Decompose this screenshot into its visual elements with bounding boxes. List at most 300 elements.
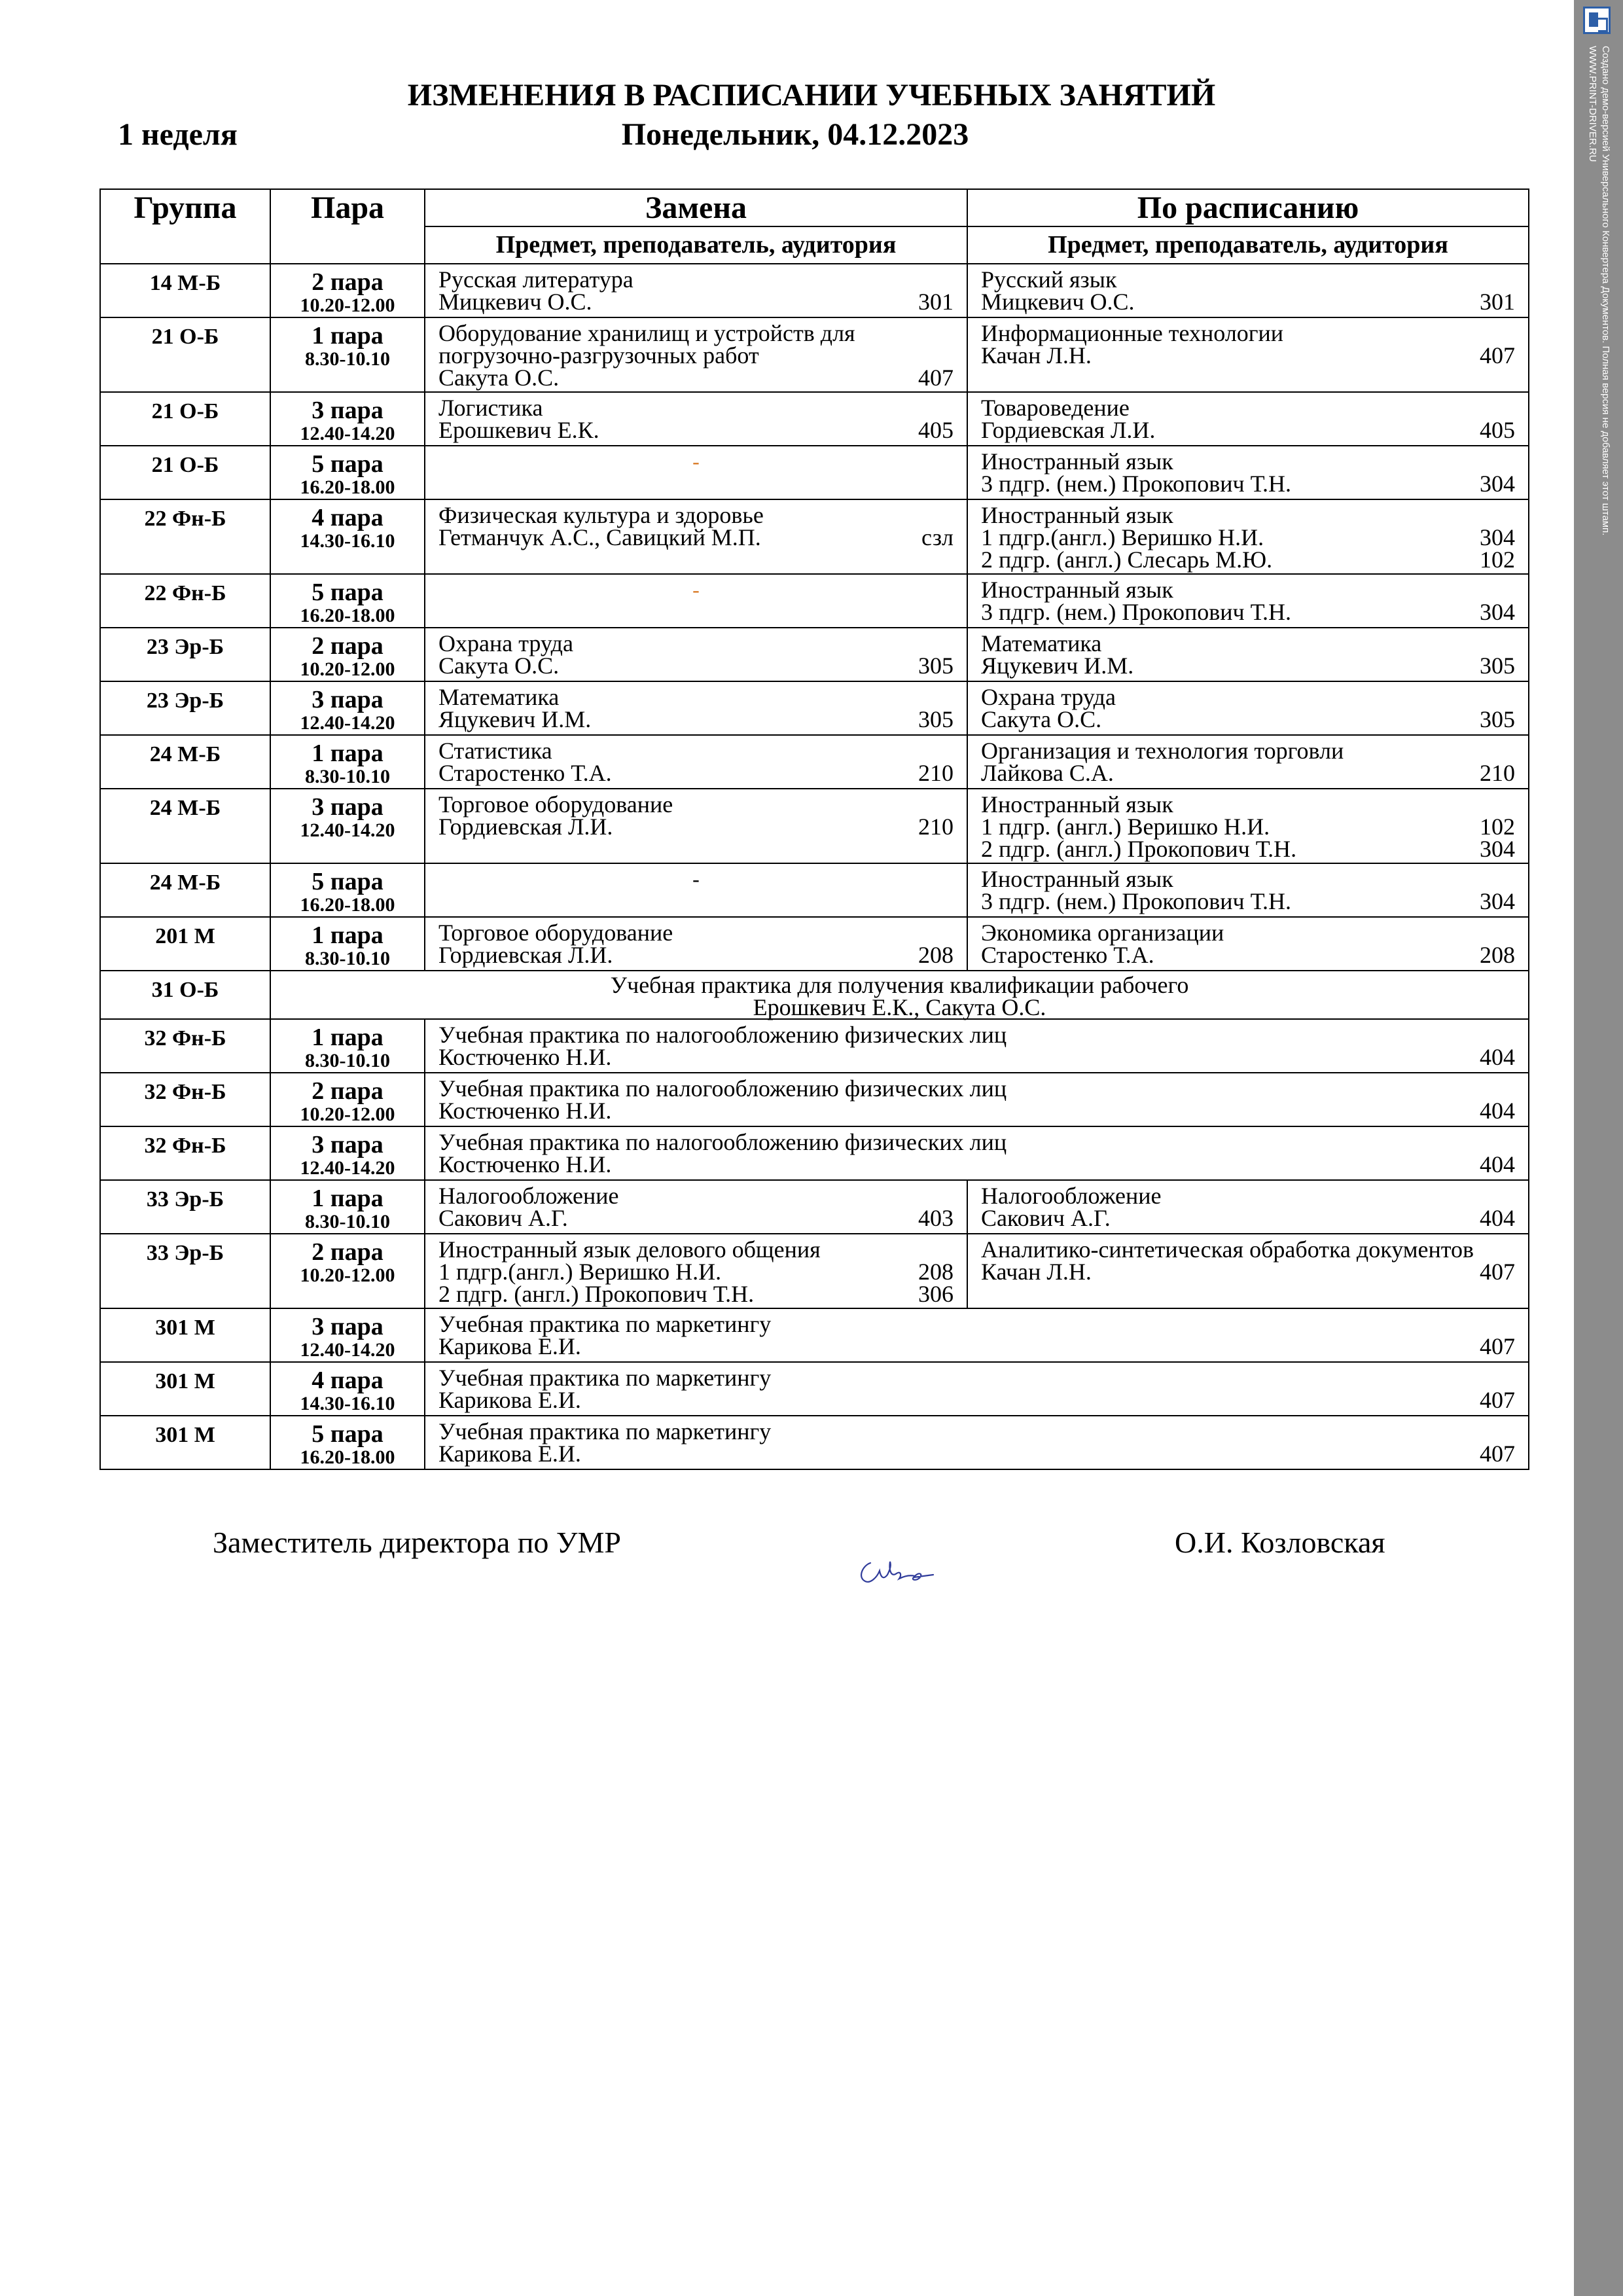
room-number: 305 [918, 653, 954, 679]
para-time: 12.40-14.20 [300, 1339, 395, 1361]
cell-line [981, 397, 1515, 419]
cell-line [438, 1131, 1515, 1153]
cell-line [438, 1077, 1515, 1100]
cell-line [438, 1153, 1515, 1175]
room-number: 304 [1480, 888, 1515, 914]
room-number [940, 740, 954, 762]
room-number: 407 [1480, 1387, 1515, 1413]
cell-line [438, 922, 954, 944]
cell-text: Сакович А.Г. [981, 1205, 1111, 1231]
room-number [940, 793, 954, 816]
room-number [940, 397, 954, 419]
room-number [1502, 268, 1515, 291]
cell-line [981, 268, 1515, 291]
room-number: 102 [1480, 814, 1515, 840]
para-number: 4 пара [312, 1367, 383, 1394]
cell-text: Ерошкевич Е.К. [438, 417, 599, 443]
para-cell [270, 1416, 425, 1469]
scheduled-cell [967, 1180, 1529, 1234]
group-cell: 24 М-Б [100, 863, 270, 917]
cell-line [438, 655, 954, 677]
para-time: 8.30-10.10 [305, 348, 390, 370]
cell-text: Русская литература [438, 266, 633, 293]
cell-text: 1 пдгр.(англ.) Веришко Н.И. [438, 1259, 722, 1285]
group-cell: 23 Эр-Б [100, 628, 270, 681]
para-number: 1 пара [312, 740, 383, 767]
para-time: 14.30-16.10 [300, 1393, 395, 1414]
practice-cell [425, 1019, 1529, 1073]
group-cell: 23 Эр-Б [100, 681, 270, 735]
para-cell [270, 446, 425, 499]
cell-text: Лайкова С.А. [981, 760, 1114, 786]
cell-text: Сакович А.Г. [438, 1205, 568, 1231]
practice-cell [425, 1416, 1529, 1469]
table-row [100, 681, 1529, 735]
scheduled-cell [967, 628, 1529, 681]
para-cell [270, 317, 425, 392]
replacement-cell [425, 1180, 967, 1234]
para-cell [270, 863, 425, 917]
cell-line [981, 473, 1515, 495]
para-number: 2 пара [312, 268, 383, 296]
room-number: 305 [1480, 706, 1515, 732]
room-number: 405 [918, 417, 954, 443]
para-cell [270, 392, 425, 446]
cell-line [438, 1389, 1515, 1411]
cell-text: Математика [981, 630, 1102, 656]
cell-text: Костюченко Н.И. [438, 1098, 612, 1124]
cell-line [438, 367, 954, 389]
room-number: 305 [1480, 653, 1515, 679]
cell-line [438, 268, 954, 291]
cell-text: Товароведение [981, 395, 1130, 421]
scheduled-cell [967, 681, 1529, 735]
practice-cell [425, 1362, 1529, 1416]
cell-text: Костюченко Н.И. [438, 1151, 612, 1177]
group-cell: 32 Фн-Б [100, 1019, 270, 1073]
table-row [100, 574, 1529, 628]
cell-text: Мицкевич О.С. [981, 289, 1135, 315]
para-number: 3 пара [312, 397, 383, 424]
scheduled-cell [967, 1234, 1529, 1308]
room-number [1502, 793, 1515, 816]
group-cell: 24 М-Б [100, 735, 270, 789]
room-number [1502, 579, 1515, 601]
converter-stamp-sidebar [1574, 0, 1623, 2296]
cell-text: Гордиевская Л.И. [438, 814, 613, 840]
table-row [100, 917, 1529, 971]
para-cell [270, 681, 425, 735]
cell-text: Торговое оборудование [438, 920, 673, 946]
page-title: ИЗМЕНЕНИЯ В РАСПИСАНИИ УЧЕБНЫХ ЗАНЯТИЙ [407, 78, 1216, 113]
room-number [1502, 1185, 1515, 1207]
cell-text: Оборудование хранилищ и устройств для [438, 320, 855, 346]
group-cell: 21 О-Б [100, 446, 270, 499]
cell-line [438, 526, 954, 548]
cell-text: Иностранный язык [981, 866, 1173, 892]
para-time: 16.20-18.00 [300, 1446, 395, 1468]
group-cell: 301 М [100, 1416, 270, 1469]
room-number [1502, 1238, 1515, 1261]
cell-line [981, 793, 1515, 816]
cell-line [981, 922, 1515, 944]
group-cell: 201 М [100, 917, 270, 971]
para-cell [270, 789, 425, 863]
scheduled-cell [967, 446, 1529, 499]
para-time: 8.30-10.10 [305, 948, 390, 969]
group-cell: 21 О-Б [100, 317, 270, 392]
cell-line [981, 291, 1515, 313]
cell-line [981, 344, 1515, 367]
room-number: 407 [1480, 342, 1515, 368]
para-time: 12.40-14.20 [300, 1157, 395, 1179]
cell-line [981, 838, 1515, 860]
scheduled-cell [967, 789, 1529, 863]
para-number: 3 пара [312, 1131, 383, 1158]
cell-text: Гордиевская Л.И. [981, 417, 1156, 443]
cell-text: Иностранный язык [981, 448, 1173, 475]
cell-text: Налогообложение [438, 1183, 619, 1209]
converter-logo-icon [1583, 7, 1611, 34]
room-number: 304 [1480, 599, 1515, 625]
signatory-name: О.И. Козловская [1175, 1526, 1385, 1559]
cell-text: Охрана труда [438, 630, 573, 656]
para-number: 5 пара [312, 868, 383, 895]
replacement-empty: - [425, 446, 967, 499]
room-number [940, 922, 954, 944]
room-number: 405 [1480, 417, 1515, 443]
table-row [100, 1362, 1529, 1416]
replacement-empty: - [425, 863, 967, 917]
room-number [940, 504, 954, 526]
cell-line [438, 632, 954, 655]
cell-line [981, 504, 1515, 526]
cell-line [438, 1283, 954, 1305]
room-number [1502, 922, 1515, 944]
cell-text: Яцукевич И.М. [981, 653, 1134, 679]
cell-line [981, 708, 1515, 730]
cell-text: 3 пдгр. (нем.) Прокопович Т.Н. [981, 599, 1292, 625]
room-number [1502, 686, 1515, 708]
table-row [100, 499, 1529, 574]
practice-line: Учебная практика для получения квалификации рабочего [610, 972, 1189, 998]
para-number: 2 пара [312, 1077, 383, 1105]
cell-line [981, 762, 1515, 784]
room-number: 404 [1480, 1098, 1515, 1124]
cell-line [981, 632, 1515, 655]
table-row [100, 628, 1529, 681]
room-number [940, 632, 954, 655]
cell-text: Яцукевич И.М. [438, 706, 592, 732]
replacement-cell [425, 499, 967, 574]
room-number [1502, 1077, 1515, 1100]
room-number: 404 [1480, 1151, 1515, 1177]
cell-text: погрузочно-разгрузочных работ [438, 342, 759, 368]
cell-line [438, 1185, 954, 1207]
cell-line [981, 419, 1515, 441]
para-number: 1 пара [312, 322, 383, 350]
group-cell: 22 Фн-Б [100, 499, 270, 574]
cell-text: 2 пдгр. (англ.) Прокопович Т.Н. [438, 1281, 755, 1307]
cell-text: Торговое оборудование [438, 791, 673, 817]
cell-line [981, 944, 1515, 966]
cell-text: Охрана труда [981, 684, 1116, 710]
para-time: 12.40-14.20 [300, 819, 395, 841]
scheduled-cell [967, 317, 1529, 392]
para-cell [270, 735, 425, 789]
cell-line [981, 450, 1515, 473]
cell-text: Логистика [438, 395, 543, 421]
cell-text: Старостенко Т.А. [438, 760, 612, 786]
cell-line [981, 655, 1515, 677]
subheader-replacement: Предмет, преподаватель, аудитория [425, 226, 967, 264]
cell-line [981, 686, 1515, 708]
cell-text: Сакута О.С. [438, 365, 560, 391]
date-heading: Понедельник, 04.12.2023 [621, 117, 969, 152]
replacement-cell [425, 681, 967, 735]
cell-text: Гетманчук А.С., Савицкий М.П. [438, 524, 761, 550]
room-number: 208 [1480, 942, 1515, 968]
para-time: 8.30-10.10 [305, 1211, 390, 1232]
cell-text: Экономика организации [981, 920, 1224, 946]
table-row [100, 1073, 1529, 1126]
group-cell: 32 Фн-Б [100, 1073, 270, 1126]
cell-text: Мицкевич О.С. [438, 289, 592, 315]
para-cell [270, 1019, 425, 1073]
cell-line [438, 1046, 1515, 1068]
para-cell [270, 1180, 425, 1234]
col-header-group: Группа [100, 189, 270, 264]
subheader-scheduled: Предмет, преподаватель, аудитория [967, 226, 1529, 264]
cell-text: Иностранный язык [981, 577, 1173, 603]
practice-cell [425, 1126, 1529, 1180]
cell-line [981, 579, 1515, 601]
para-number: 1 пара [312, 922, 383, 949]
handwritten-signature [851, 1551, 949, 1590]
para-cell [270, 499, 425, 574]
table-row [100, 446, 1529, 499]
scheduled-cell [967, 499, 1529, 574]
para-number: 1 пара [312, 1185, 383, 1212]
para-cell [270, 574, 425, 628]
scheduled-cell [967, 917, 1529, 971]
cell-text: Костюченко Н.И. [438, 1044, 612, 1070]
cell-line [438, 708, 954, 730]
para-cell [270, 628, 425, 681]
table-row [100, 1180, 1529, 1234]
cell-text: Учебная практика по маркетингу [438, 1418, 772, 1444]
cell-text: Учебная практика по налогообложению физических лиц [438, 1075, 1007, 1102]
table-row [100, 1308, 1529, 1362]
para-number: 2 пара [312, 632, 383, 660]
para-time: 16.20-18.00 [300, 605, 395, 626]
cell-text: Иностранный язык [981, 502, 1173, 528]
group-cell: 33 Эр-Б [100, 1234, 270, 1308]
cell-line [438, 291, 954, 313]
room-number: 210 [918, 814, 954, 840]
room-number: 404 [1480, 1205, 1515, 1231]
group-cell: 31 О-Б [100, 971, 270, 1019]
room-number [940, 344, 954, 367]
group-cell: 21 О-Б [100, 392, 270, 446]
room-number: 305 [918, 706, 954, 732]
cell-text: Учебная практика по налогообложению физических лиц [438, 1022, 1007, 1048]
group-cell: 32 Фн-Б [100, 1126, 270, 1180]
para-cell [270, 264, 425, 317]
cell-text: 1 пдгр.(англ.) Веришко Н.И. [981, 524, 1264, 550]
room-number: 407 [1480, 1333, 1515, 1359]
cell-text: Учебная практика по налогообложению физических лиц [438, 1129, 1007, 1155]
cell-line [438, 793, 954, 816]
para-time: 16.20-18.00 [300, 476, 395, 498]
room-number [940, 1185, 954, 1207]
cell-text: Математика [438, 684, 560, 710]
room-number: сзл [921, 524, 954, 550]
para-cell [270, 1234, 425, 1308]
cell-line [438, 1367, 1515, 1389]
room-number [1502, 1313, 1515, 1335]
para-time: 12.40-14.20 [300, 712, 395, 734]
cell-line [438, 1443, 1515, 1465]
room-number: 210 [1480, 760, 1515, 786]
cell-text: 3 пдгр. (нем.) Прокопович Т.Н. [981, 888, 1292, 914]
practice-cell [425, 1073, 1529, 1126]
para-time: 14.30-16.10 [300, 530, 395, 552]
para-number: 5 пара [312, 579, 383, 606]
para-cell [270, 917, 425, 971]
cell-line [438, 944, 954, 966]
room-number [1502, 450, 1515, 473]
room-number: 407 [1480, 1441, 1515, 1467]
para-time: 10.20-12.00 [300, 658, 395, 680]
group-cell: 22 Фн-Б [100, 574, 270, 628]
room-number [1502, 322, 1515, 344]
cell-text: Сакута О.С. [438, 653, 560, 679]
cell-line [981, 1261, 1515, 1283]
para-number: 4 пара [312, 504, 383, 531]
cell-line [981, 1238, 1515, 1261]
room-number [1502, 740, 1515, 762]
schedule-rows [100, 264, 1529, 1469]
signatory-position: Заместитель директора по УМР [213, 1526, 621, 1559]
cell-line [981, 890, 1515, 912]
para-cell [270, 1308, 425, 1362]
room-number [1502, 868, 1515, 890]
cell-line [981, 322, 1515, 344]
para-time: 10.20-12.00 [300, 1265, 395, 1286]
cell-text: Статистика [438, 738, 552, 764]
para-number: 5 пара [312, 450, 383, 478]
cell-line [438, 1100, 1515, 1122]
practice-line: Ерошкевич Е.К., Сакута О.С. [753, 994, 1046, 1020]
room-number [1502, 1420, 1515, 1443]
room-number: 304 [1480, 836, 1515, 862]
cell-line [438, 816, 954, 838]
cell-line [438, 1207, 954, 1229]
cell-text: Карикова Е.И. [438, 1441, 581, 1467]
table-row [100, 317, 1529, 392]
group-cell: 33 Эр-Б [100, 1180, 270, 1234]
room-number: 407 [918, 365, 954, 391]
room-number [940, 1238, 954, 1261]
para-time: 10.20-12.00 [300, 1103, 395, 1125]
cell-text: 1 пдгр. (англ.) Веришко Н.И. [981, 814, 1270, 840]
cell-line [438, 1238, 954, 1261]
cell-text: Старостенко Т.А. [981, 942, 1154, 968]
cell-line [981, 1185, 1515, 1207]
room-number: 407 [1480, 1259, 1515, 1285]
replacement-cell [425, 264, 967, 317]
room-number: 208 [918, 1259, 954, 1285]
cell-line [438, 397, 954, 419]
para-cell [270, 1073, 425, 1126]
replacement-cell [425, 735, 967, 789]
cell-line [981, 601, 1515, 623]
room-number: 304 [1480, 471, 1515, 497]
table-row [100, 863, 1529, 917]
room-number: 403 [918, 1205, 954, 1231]
para-time: 16.20-18.00 [300, 894, 395, 916]
para-number: 5 пара [312, 1420, 383, 1448]
cell-text: Информационные технологии [981, 320, 1284, 346]
table-row [100, 392, 1529, 446]
schedule-changes-table [99, 188, 1529, 1470]
replacement-cell [425, 392, 967, 446]
replacement-cell [425, 917, 967, 971]
cell-line [438, 322, 954, 344]
room-number: 304 [1480, 524, 1515, 550]
cell-line [438, 740, 954, 762]
replacement-cell [425, 789, 967, 863]
cell-text: Налогообложение [981, 1183, 1162, 1209]
cell-line [438, 1024, 1515, 1046]
cell-line [981, 526, 1515, 548]
week-label: 1 неделя [118, 117, 238, 152]
cell-line [981, 868, 1515, 890]
cell-line [438, 504, 954, 526]
scheduled-cell [967, 574, 1529, 628]
para-number: 3 пара [312, 1313, 383, 1340]
para-time: 12.40-14.20 [300, 423, 395, 444]
room-number: 102 [1480, 547, 1515, 573]
table-row [100, 1234, 1529, 1308]
para-number: 3 пара [312, 793, 383, 821]
scheduled-cell [967, 863, 1529, 917]
scheduled-cell [967, 264, 1529, 317]
col-header-replacement: Замена [425, 189, 967, 226]
cell-line [438, 762, 954, 784]
para-number: 1 пара [312, 1024, 383, 1051]
cell-line [438, 1313, 1515, 1335]
cell-line [438, 1261, 954, 1283]
room-number [1502, 1131, 1515, 1153]
room-number [1502, 397, 1515, 419]
cell-text: Гордиевская Л.И. [438, 942, 613, 968]
cell-text: Аналитико-синтетическая обработка документов [981, 1236, 1474, 1263]
para-cell [270, 1126, 425, 1180]
room-number: 301 [918, 289, 954, 315]
para-time: 10.20-12.00 [300, 295, 395, 316]
cell-text: Физическая культура и здоровье [438, 502, 764, 528]
practice-span-cell [270, 971, 1529, 1019]
table-row [100, 1416, 1529, 1469]
cell-line [438, 419, 954, 441]
replacement-cell [425, 317, 967, 392]
cell-text: Качан Л.Н. [981, 342, 1092, 368]
room-number [1502, 1367, 1515, 1389]
table-row [100, 971, 1529, 1019]
practice-cell [425, 1308, 1529, 1362]
